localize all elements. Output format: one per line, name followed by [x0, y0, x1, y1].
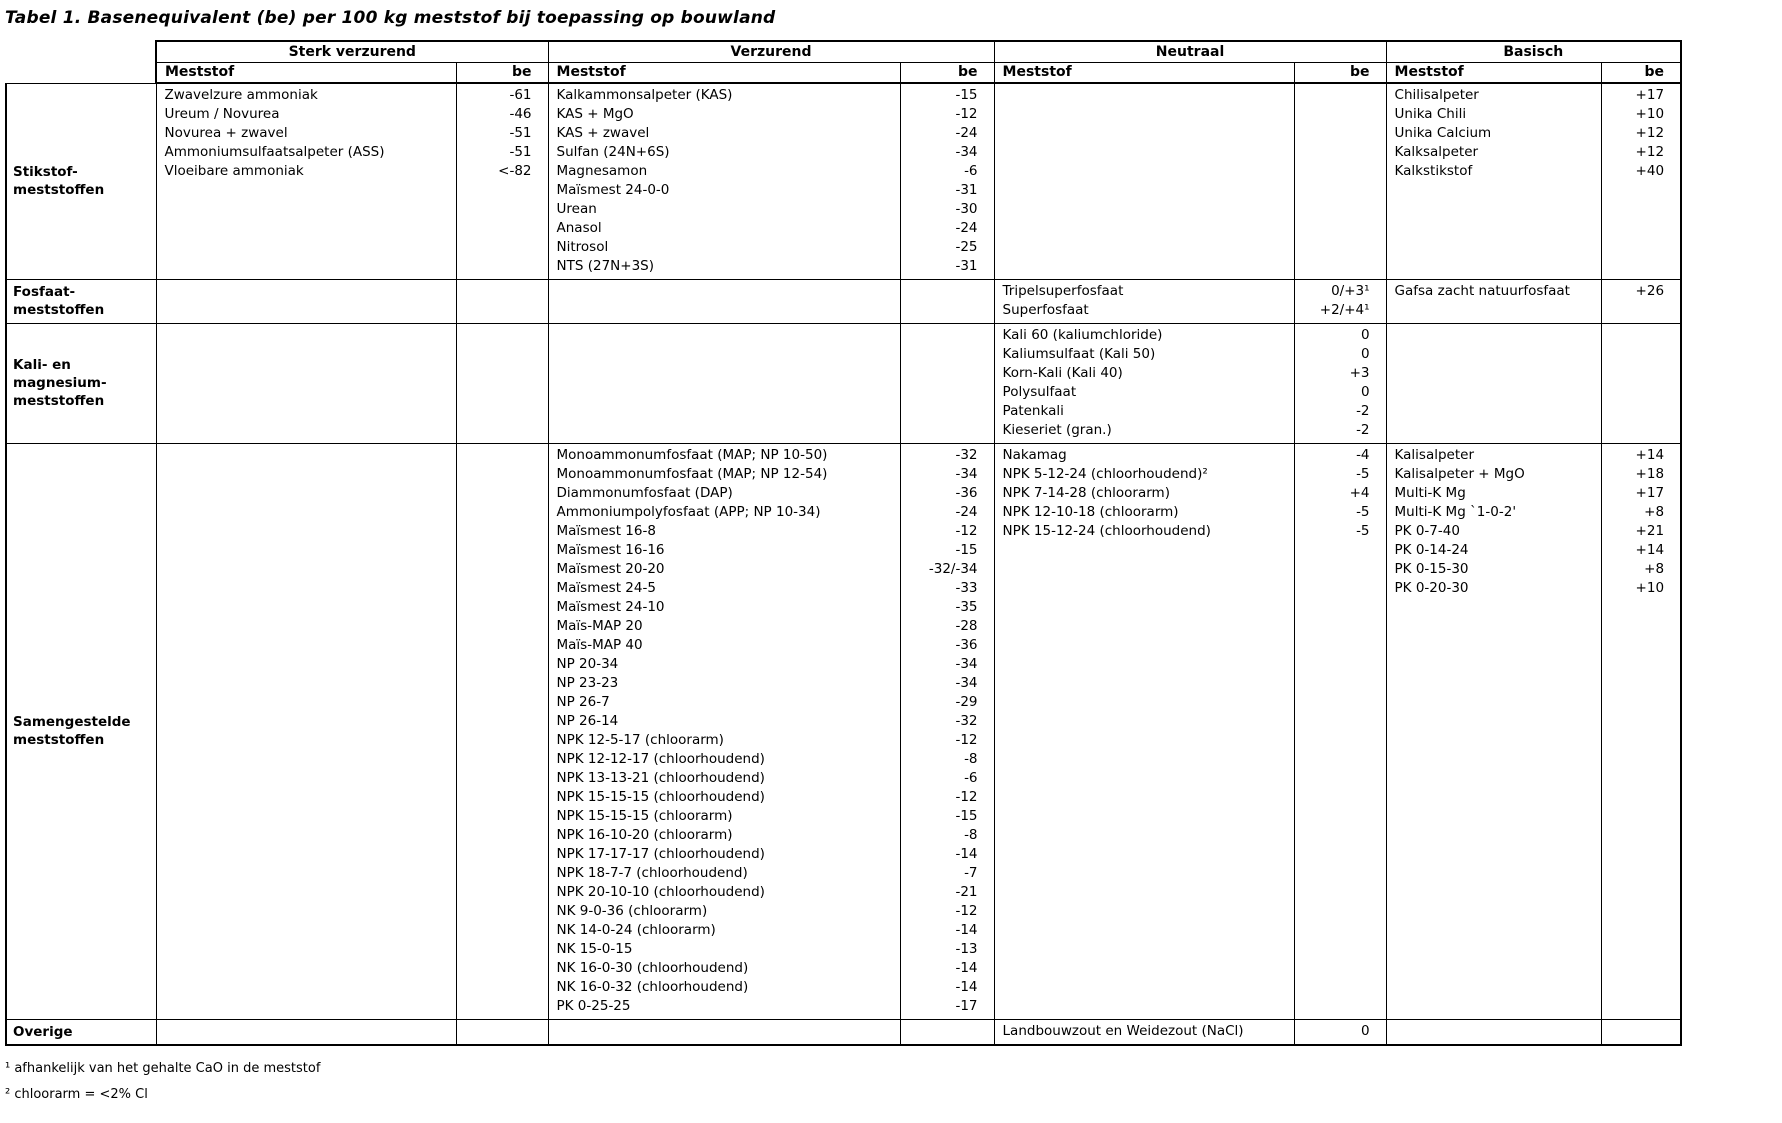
fertilizer-name: NPK 15-15-15 (chloorarm) [556, 808, 733, 824]
stikstof-neutraal-meststof-cell [994, 83, 1294, 280]
be-value: -46 [509, 106, 532, 122]
fertilizer-name: Maïsmest 24-5 [556, 580, 656, 596]
overige-verzurend-be-cell [900, 1020, 994, 1046]
group-header-basisch: Basisch [1386, 41, 1681, 63]
fertilizer-name: Monoammonumfosfaat (MAP; NP 10-50) [556, 447, 828, 463]
col-header-label: be [511, 64, 532, 80]
samengestelde-sterk-be-cell [456, 444, 548, 1020]
fertilizer-name: Novurea + zwavel [164, 125, 288, 141]
fosfaat-basisch-be-cell [1601, 280, 1681, 324]
fertilizer-name: Maïsmest 24-10 [556, 599, 665, 615]
section-row-stikstof [6, 83, 1681, 280]
fertilizer-name: Landbouwzout en Weidezout (NaCl) [1002, 1023, 1244, 1039]
be-value: -30 [955, 201, 978, 217]
fertilizer-name: Multi-K Mg [1394, 485, 1466, 501]
stikstof-neutraal-be-cell [1294, 83, 1386, 280]
be-value: -36 [955, 485, 978, 501]
fosfaat-neutraal-be-cell [1294, 280, 1386, 324]
footnotes [5, 1056, 1782, 1108]
column-header-row [6, 63, 1681, 84]
be-value: -2 [1356, 422, 1370, 438]
be-value: -21 [955, 884, 978, 900]
be-value: -29 [955, 694, 978, 710]
be-value: +18 [1635, 466, 1665, 482]
fertilizer-name: NP 20-34 [556, 656, 619, 672]
fertilizer-name: NPK 16-10-20 (chloorarm) [556, 827, 733, 843]
be-value: -61 [509, 87, 532, 103]
fertilizer-name: Kalksalpeter [1394, 144, 1479, 160]
table-title: Tabel 1. Basenequivalent (be) per 100 kg meststof bij toepassing op bouwland [5, 8, 776, 28]
fertilizer-name: NK 16-0-32 (chloorhoudend) [556, 979, 749, 995]
section-label-kali-magnesium [6, 324, 156, 444]
fertilizer-name: NTS (27N+3S) [556, 258, 655, 274]
be-value: +14 [1635, 447, 1665, 463]
be-value: -6 [964, 770, 978, 786]
be-value: +17 [1635, 87, 1665, 103]
section-label-overige [6, 1020, 156, 1046]
section-label-line: Overige [13, 1023, 73, 1040]
col-header-meststof-basisch [1386, 63, 1601, 84]
be-value: 0 [1360, 384, 1370, 400]
fertilizer-name: KAS + zwavel [556, 125, 650, 141]
fertilizer-name: NPK 15-15-15 (chloorhoudend) [556, 789, 765, 805]
be-value: -14 [955, 846, 978, 862]
be-value: -17 [955, 998, 978, 1014]
fertilizer-name: Kaliumsulfaat (Kali 50) [1002, 346, 1156, 362]
fertilizer-name: Urean [556, 201, 597, 217]
be-value: +2/+4¹ [1319, 302, 1370, 318]
be-value: -8 [964, 827, 978, 843]
fertilizer-name: Chilisalpeter [1394, 87, 1479, 103]
table-body [6, 83, 1681, 1045]
be-value: -2 [1356, 403, 1370, 419]
fertilizer-name: Korn-Kali (Kali 40) [1002, 365, 1123, 381]
kali-magnesium-verzurend-meststof-cell [548, 324, 900, 444]
fertilizer-name: Kieseriet (gran.) [1002, 422, 1112, 438]
fertilizer-name: NPK 18-7-7 (chloorhoudend) [556, 865, 748, 881]
fertilizer-name: Nitrosol [556, 239, 609, 255]
be-value: 0 [1360, 1023, 1370, 1039]
be-value: -36 [955, 637, 978, 653]
fertilizer-name: NK 14-0-24 (chloorarm) [556, 922, 716, 938]
be-value: +14 [1635, 542, 1665, 558]
fertilizer-name: Maïs-MAP 20 [556, 618, 643, 634]
corner-spacer [6, 41, 156, 63]
col-header-be-verzurend [900, 63, 994, 84]
fertilizer-name: Anasol [556, 220, 602, 236]
be-value: -12 [955, 523, 978, 539]
be-value: -5 [1356, 523, 1370, 539]
fertilizer-name: Gafsa zacht natuurfosfaat [1394, 283, 1570, 299]
samengestelde-basisch-be-cell [1601, 444, 1681, 1020]
be-value: -51 [509, 125, 532, 141]
section-label-line: meststoffen [13, 302, 105, 318]
fertilizer-name: NPK 17-17-17 (chloorhoudend) [556, 846, 765, 862]
group-header-neutraal: Neutraal [994, 41, 1386, 63]
be-value: -14 [955, 979, 978, 995]
footnote-cao: ¹ afhankelijk van het gehalte CaO in de meststof [5, 1061, 321, 1076]
fertilizer-name: Ureum / Novurea [164, 106, 280, 122]
be-value: -24 [955, 504, 978, 520]
fertilizer-name: Kalkammonsalpeter (KAS) [556, 87, 733, 103]
be-value: +12 [1635, 125, 1665, 141]
be-value: -5 [1356, 504, 1370, 520]
section-label-line: Kali- en [13, 357, 71, 373]
samengestelde-verzurend-meststof-cell [548, 444, 900, 1020]
fertilizer-name: KAS + MgO [556, 106, 634, 122]
be-value: +40 [1635, 163, 1665, 179]
fertilizer-name: NPK 13-13-21 (chloorhoudend) [556, 770, 765, 786]
be-value: -15 [955, 542, 978, 558]
overige-basisch-meststof-cell [1386, 1020, 1601, 1046]
be-value: -6 [964, 163, 978, 179]
fertilizer-name: NPK 12-10-18 (chloorarm) [1002, 504, 1179, 520]
col-header-label: be [958, 64, 978, 80]
fertilizer-name: PK 0-20-30 [1394, 580, 1469, 596]
be-value: -12 [955, 732, 978, 748]
col-header-be-neutraal [1294, 63, 1386, 84]
section-row-fosfaat [6, 280, 1681, 324]
be-value: +21 [1635, 523, 1665, 539]
be-value: -33 [955, 580, 978, 596]
be-value: -34 [955, 656, 978, 672]
stikstof-sterk-be-cell [456, 83, 548, 280]
be-value: +8 [1644, 561, 1665, 577]
be-value: -31 [955, 258, 978, 274]
footnote-chloorarm: ² chloorarm = <2% Cl [5, 1087, 148, 1102]
fertilizer-name: Maïsmest 16-8 [556, 523, 656, 539]
fertilizer-name: Tripelsuperfosfaat [1002, 283, 1124, 299]
col-header-be-sterk [456, 63, 548, 84]
overige-neutraal-meststof-cell [994, 1020, 1294, 1046]
be-value: -15 [955, 87, 978, 103]
fosfaat-basisch-meststof-cell [1386, 280, 1601, 324]
fertilizer-name: NPK 7-14-28 (chloorarm) [1002, 485, 1170, 501]
stikstof-sterk-meststof-cell [156, 83, 456, 280]
be-value: -34 [955, 466, 978, 482]
kali-magnesium-basisch-be-cell [1601, 324, 1681, 444]
be-value: -14 [955, 960, 978, 976]
section-label-line: Samengestelde [13, 714, 131, 730]
section-label-line: meststoffen [13, 181, 105, 198]
fertilizer-name: Maïsmest 24-0-0 [556, 182, 670, 198]
be-value: 0 [1360, 327, 1370, 343]
fertilizer-name: Multi-K Mg `1-0-2' [1394, 504, 1517, 520]
be-value: -32 [955, 447, 978, 463]
be-value: -34 [955, 675, 978, 691]
fosfaat-sterk-be-cell [456, 280, 548, 324]
fosfaat-verzurend-meststof-cell [548, 280, 900, 324]
fertilizer-name: Unika Calcium [1394, 125, 1492, 141]
fertilizer-name: Maïs-MAP 40 [556, 637, 643, 653]
section-label-line: magnesium- [13, 375, 107, 391]
fosfaat-verzurend-be-cell [900, 280, 994, 324]
fertilizer-name: Kalisalpeter + MgO [1394, 466, 1525, 482]
fertilizer-name: PK 0-25-25 [556, 998, 631, 1014]
be-value: -12 [955, 789, 978, 805]
kali-magnesium-basisch-meststof-cell [1386, 324, 1601, 444]
col-header-meststof-verzurend [548, 63, 900, 84]
be-value: 0 [1360, 346, 1370, 362]
group-header-sterk-verzurend: Sterk verzurend [156, 41, 548, 63]
stikstof-verzurend-meststof-cell [548, 83, 900, 280]
fertilizer-name: NPK 20-10-10 (chloorhoudend) [556, 884, 765, 900]
kali-magnesium-neutraal-meststof-cell [994, 324, 1294, 444]
overige-sterk-be-cell [456, 1020, 548, 1046]
be-value: +17 [1635, 485, 1665, 501]
be-value: <-82 [498, 163, 532, 179]
kali-magnesium-neutraal-be-cell [1294, 324, 1386, 444]
col-header-meststof-sterk [156, 63, 456, 84]
col-header-label: be [1644, 64, 1665, 80]
be-value: -12 [955, 903, 978, 919]
fosfaat-sterk-meststof-cell [156, 280, 456, 324]
be-value: -28 [955, 618, 978, 634]
fertilizer-name: NPK 12-5-17 (chloorarm) [556, 732, 724, 748]
be-value: +8 [1644, 504, 1665, 520]
overige-neutraal-be-cell [1294, 1020, 1386, 1046]
be-value: -25 [955, 239, 978, 255]
section-label-fosfaat [6, 280, 156, 324]
be-value: -51 [509, 144, 532, 160]
overige-verzurend-meststof-cell [548, 1020, 900, 1046]
section-label-samengestelde [6, 444, 156, 1020]
kali-magnesium-sterk-be-cell [456, 324, 548, 444]
fertilizer-name: NP 23-23 [556, 675, 619, 691]
stikstof-basisch-meststof-cell [1386, 83, 1601, 280]
be-value: -5 [1356, 466, 1370, 482]
kali-magnesium-verzurend-be-cell [900, 324, 994, 444]
fertilizer-name: NPK 5-12-24 (chloorhoudend)² [1002, 466, 1208, 482]
section-label-stikstof [6, 83, 156, 280]
fertilizer-name: PK 0-15-30 [1394, 561, 1469, 577]
col-header-be-basisch [1601, 63, 1681, 84]
be-value: +3 [1349, 365, 1370, 381]
fertilizer-name: Nakamag [1002, 447, 1067, 463]
fosfaat-neutraal-meststof-cell [994, 280, 1294, 324]
fertilizer-name: PK 0-14-24 [1394, 542, 1469, 558]
stikstof-basisch-be-cell [1601, 83, 1681, 280]
col-header-label: be [1350, 64, 1370, 80]
fertilizer-name: NK 15-0-15 [556, 941, 633, 957]
section-label-line: meststoffen [13, 393, 105, 409]
samengestelde-sterk-meststof-cell [156, 444, 456, 1020]
fertilizer-name: Kalkstikstof [1394, 163, 1473, 179]
fertilizer-name: Patenkali [1002, 403, 1064, 419]
fertilizer-name: Polysulfaat [1002, 384, 1077, 400]
samengestelde-verzurend-be-cell [900, 444, 994, 1020]
fertilizer-name: NPK 15-12-24 (chloorhoudend) [1002, 523, 1211, 539]
be-value: +10 [1635, 106, 1665, 122]
kali-magnesium-sterk-meststof-cell [156, 324, 456, 444]
samengestelde-neutraal-be-cell [1294, 444, 1386, 1020]
be-value: -12 [955, 106, 978, 122]
fertilizer-name: NP 26-7 [556, 694, 610, 710]
be-value: -13 [955, 941, 978, 957]
group-header-verzurend: Verzurend [548, 41, 994, 63]
fertilizer-name: Kali 60 (kaliumchloride) [1002, 327, 1163, 343]
corner-spacer [6, 63, 156, 84]
be-value: -14 [955, 922, 978, 938]
basenequivalent-table [5, 40, 1682, 1046]
section-row-overige [6, 1020, 1681, 1046]
group-header-row [6, 41, 1681, 63]
be-value: +4 [1349, 485, 1370, 501]
fertilizer-name: Unika Chili [1394, 106, 1467, 122]
fertilizer-name: Sulfan (24N+6S) [556, 144, 670, 160]
section-label-line: meststoffen [13, 732, 105, 748]
fertilizer-name: Ammoniumsulfaatsalpeter (ASS) [164, 144, 385, 160]
be-value: +10 [1635, 580, 1665, 596]
be-value: -24 [955, 125, 978, 141]
col-header-label: Meststof [556, 64, 626, 80]
be-value: 0/+3¹ [1331, 283, 1370, 299]
be-value: -7 [964, 865, 978, 881]
section-row-kali-magnesium [6, 324, 1681, 444]
fertilizer-name: Superfosfaat [1002, 302, 1089, 318]
fertilizer-name: NP 26-14 [556, 713, 619, 729]
fertilizer-name: Ammoniumpolyfosfaat (APP; NP 10-34) [556, 504, 821, 520]
fertilizer-name: Magnesamon [556, 163, 648, 179]
col-header-label: Meststof [165, 64, 235, 80]
fertilizer-name: Kalisalpeter [1394, 447, 1475, 463]
fertilizer-name: Diammonumfosfaat (DAP) [556, 485, 733, 501]
be-value: -32 [955, 713, 978, 729]
section-label-line: Stikstof- [13, 163, 78, 180]
fertilizer-name: Monoammonumfosfaat (MAP; NP 12-54) [556, 466, 828, 482]
fertilizer-name: NPK 12-12-17 (chloorhoudend) [556, 751, 765, 767]
fertilizer-name: Maïsmest 16-16 [556, 542, 665, 558]
be-value: +26 [1635, 283, 1665, 299]
section-label-line: Fosfaat- [13, 284, 76, 300]
stikstof-verzurend-be-cell [900, 83, 994, 280]
overige-sterk-meststof-cell [156, 1020, 456, 1046]
be-value: -31 [955, 182, 978, 198]
be-value: -35 [955, 599, 978, 615]
fertilizer-name: Vloeibare ammoniak [164, 163, 304, 179]
section-row-samengestelde [6, 444, 1681, 1020]
overige-basisch-be-cell [1601, 1020, 1681, 1046]
be-value: -24 [955, 220, 978, 236]
col-header-label: Meststof [1394, 64, 1464, 80]
fertilizer-name: NK 9-0-36 (chloorarm) [556, 903, 708, 919]
samengestelde-neutraal-meststof-cell [994, 444, 1294, 1020]
be-value: -15 [955, 808, 978, 824]
col-header-label: Meststof [1002, 64, 1072, 80]
be-value: -32/-34 [928, 561, 978, 577]
col-header-meststof-neutraal [994, 63, 1294, 84]
be-value: -34 [955, 144, 978, 160]
fertilizer-name: Maïsmest 20-20 [556, 561, 665, 577]
fertilizer-name: Zwavelzure ammoniak [164, 87, 318, 103]
fertilizer-name: PK 0-7-40 [1394, 523, 1460, 539]
be-value: +12 [1635, 144, 1665, 160]
samengestelde-basisch-meststof-cell [1386, 444, 1601, 1020]
be-value: -8 [964, 751, 978, 767]
fertilizer-name: NK 16-0-30 (chloorhoudend) [556, 960, 749, 976]
be-value: -4 [1356, 447, 1370, 463]
